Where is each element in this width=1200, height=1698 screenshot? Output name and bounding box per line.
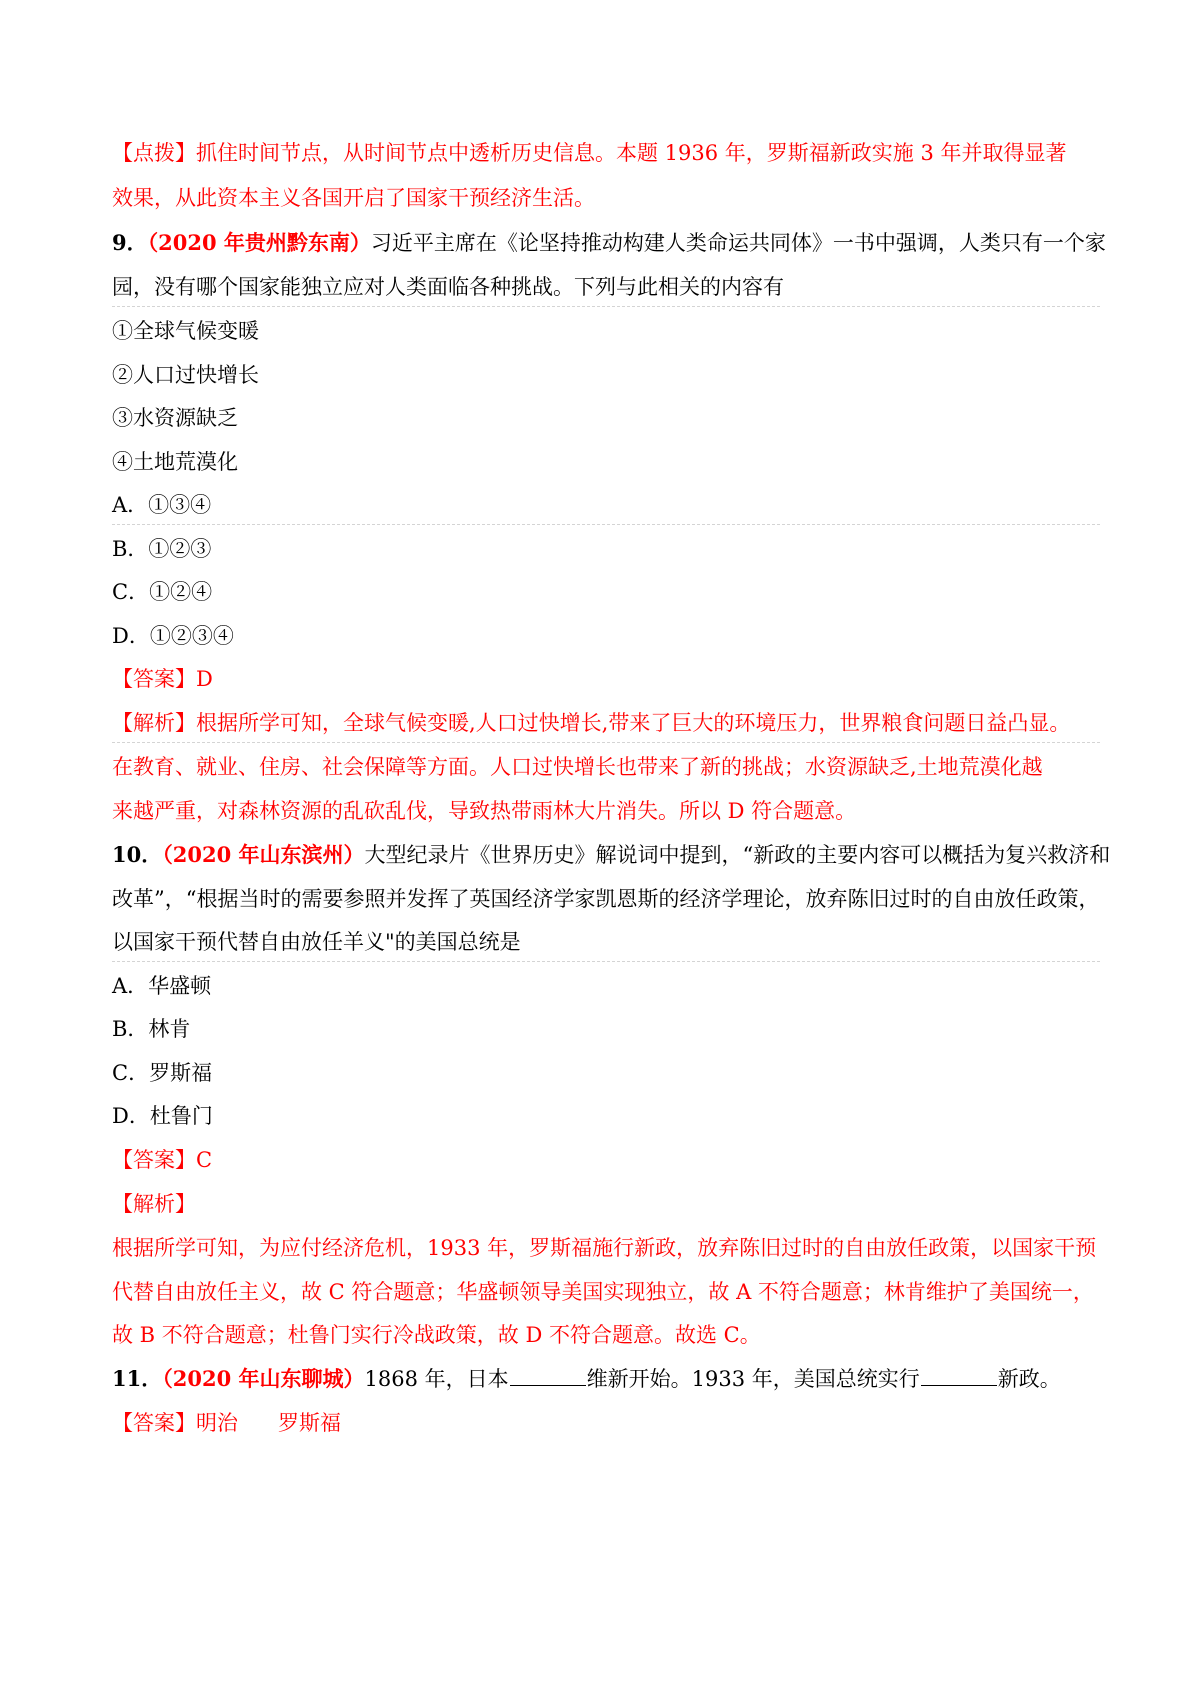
- q9-item: ①全球气候变暖: [112, 319, 259, 343]
- q9-answer-label: 【答案】: [112, 667, 196, 691]
- q10-option-a: A．华盛顿: [112, 974, 212, 998]
- q9-stem-text-1: 习近平主席在《论坚持推动构建人类命运共同体》一书中强调，人类只有一个家: [370, 231, 1106, 255]
- q11-stem-part-1: 1868 年，日本: [364, 1367, 509, 1391]
- q11-answer-2: 罗斯福: [278, 1411, 341, 1435]
- q10-analysis-line-2: 代替自由放任主义，故 C 符合题意；华盛顿领导美国实现独立，故 A 不符合题意；林肯维护了美国统一，: [112, 1280, 1094, 1304]
- q9-analysis-text-1: 根据所学可知，全球气候变暖,人口过快增长,带来了巨大的环境压力，世界粮食问题日益凸显。: [196, 711, 1071, 735]
- q10-analysis-line-1: 根据所学可知，为应付经济危机，1933 年，罗斯福施行新政，放弃陈旧过时的自由放任政策，以国家干预: [112, 1236, 1097, 1260]
- dotted-divider: [112, 742, 1100, 743]
- dotted-divider: [112, 306, 1100, 307]
- q9-item: ③水资源缺乏: [112, 406, 238, 430]
- q11-answer-1: 明治: [196, 1411, 238, 1435]
- fill-blank: [921, 1367, 997, 1386]
- q10-stem-line-1: [112, 840, 1111, 870]
- tip-label: 【点拨】: [112, 141, 196, 165]
- q10-option-b: B．林肯: [112, 1017, 191, 1041]
- q11-answer-label: 【答案】: [112, 1411, 196, 1435]
- q11-stem-part-3: 新政。: [997, 1367, 1061, 1391]
- q10-stem-text-1: 大型纪录片《世界历史》解说词中提到，“新政的主要内容可以概括为复兴救济和: [364, 843, 1111, 867]
- q9-analysis-line-2: 在教育、就业、住房、社会保障等方面。人口过快增长也带来了新的挑战；水资源缺乏,土地荒漠化越: [112, 755, 1043, 779]
- q10-stem-line-3: 以国家干预代替自由放任羊义"的美国总统是: [112, 930, 521, 954]
- q9-analysis-line-1: [112, 708, 1102, 738]
- q10-source: （2020 年山东滨州）: [162, 842, 365, 867]
- q9-stem-line-2: [112, 272, 1102, 302]
- q9-item: ④土地荒漠化: [112, 450, 238, 474]
- q10-stem-line-2: 改革”，“根据当时的需要参照并发挥了英国经济学家凯恩斯的经济学理论，放弃陈旧过时的自由放任政策，: [112, 887, 1100, 911]
- tip-line-1: [112, 138, 1102, 168]
- fill-blank: [510, 1367, 586, 1386]
- q9-number: 9．: [112, 230, 148, 255]
- tip-text-2: 效果，从此资本主义各国开启了国家干预经济生活。: [112, 186, 595, 210]
- q11-source: （2020 年山东聊城）: [162, 1366, 365, 1391]
- q10-option-c: C．罗斯福: [112, 1061, 213, 1085]
- q10-option-d: D．杜鲁门: [112, 1104, 213, 1128]
- q9-item: ②人口过快增长: [112, 363, 259, 387]
- q11-stem: [112, 1364, 1102, 1394]
- q9-source: （2020 年贵州黔东南）: [147, 230, 371, 255]
- q10-number: 10．: [112, 842, 163, 867]
- q9-option-d: D．①②③④: [112, 624, 234, 648]
- dotted-divider: [112, 524, 1100, 525]
- q9-stem-line-1: [112, 228, 1106, 258]
- q10-answer: [112, 1145, 1102, 1175]
- q9-option-b: B．①②③: [112, 537, 212, 561]
- q10-analysis-line-3: 故 B 不符合题意；杜鲁门实行冷战政策，故 D 不符合题意。故选 C。: [112, 1323, 761, 1347]
- q9-analysis-label: 【解析】: [112, 711, 196, 735]
- q9-stem-text-2: 园，没有哪个国家能独立应对人类面临各种挑战。下列与此相关的内容有: [112, 275, 784, 299]
- q9-answer: [112, 664, 1102, 694]
- q10-answer-value: C: [196, 1148, 213, 1172]
- q11-stem-part-2: 维新开始。1933 年，美国总统实行: [586, 1367, 920, 1391]
- q9-option-c: C．①②④: [112, 580, 213, 604]
- q9-answer-value: D: [196, 667, 213, 691]
- dotted-divider: [112, 961, 1100, 962]
- q10-answer-label: 【答案】: [112, 1148, 196, 1172]
- q9-analysis-line-3: 来越严重，对森林资源的乱砍乱伐，导致热带雨林大片消失。所以 D 符合题意。: [112, 799, 857, 823]
- q9-option-a: A．①③④: [112, 493, 212, 517]
- tip-line-2: [112, 183, 1102, 213]
- tip-text-1: 抓住时间节点，从时间节点中透析历史信息。本题 1936 年，罗斯福新政实施 3 年并取得显著: [196, 141, 1067, 165]
- q11-number: 11．: [112, 1366, 163, 1391]
- q10-analysis-label: 【解析】: [112, 1192, 196, 1216]
- q11-answer: [112, 1408, 1102, 1438]
